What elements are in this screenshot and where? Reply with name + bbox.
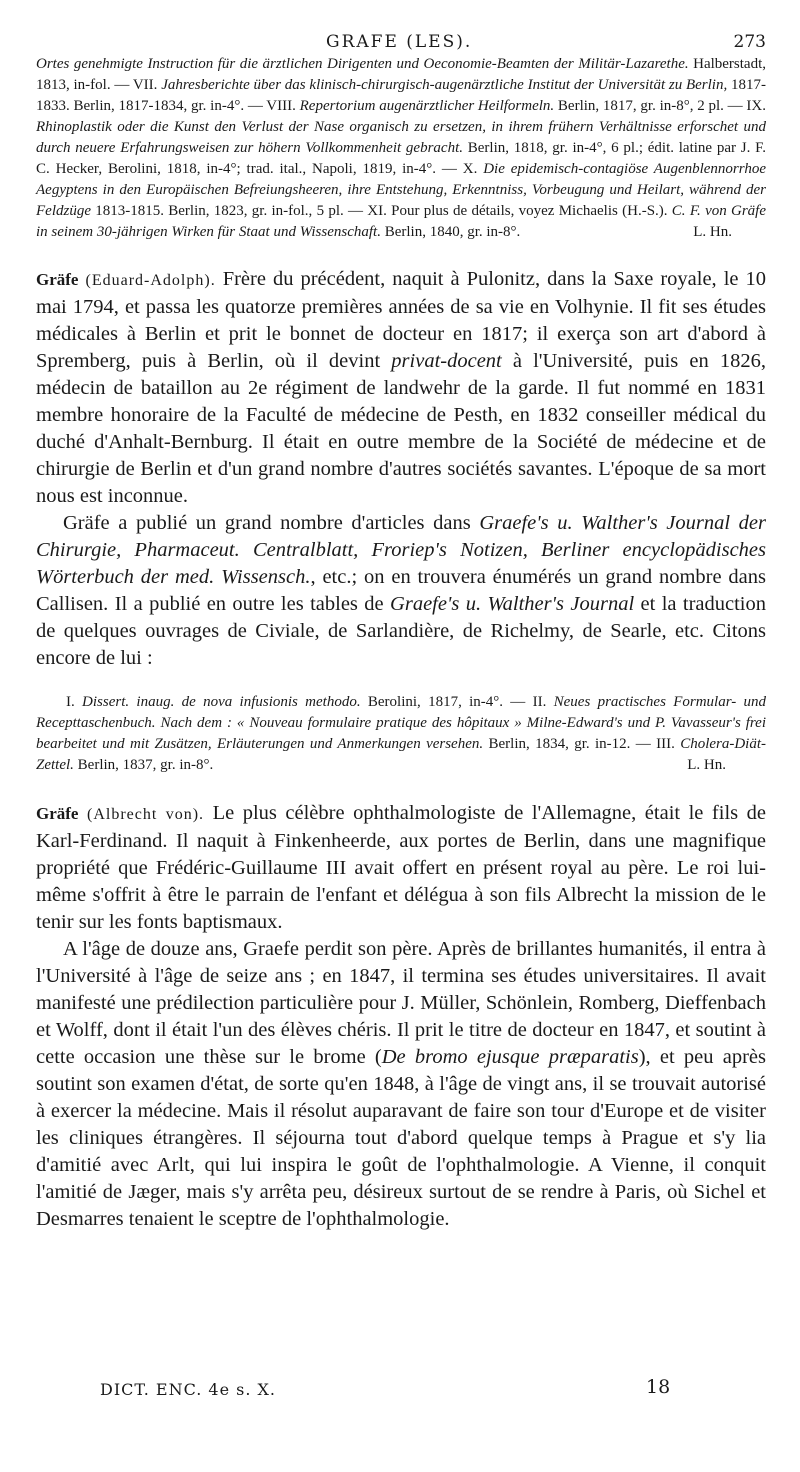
citation-text: I. bbox=[66, 694, 83, 710]
work-title: Ortes genehmigte Instruction für die ärztlichen Dirigenten und Oeconomie-Beamten der Militär-Lazarethe. bbox=[36, 56, 689, 72]
entry-text: à l'Université, puis en 1826, médecin de bataillon au 2e régiment de landwehr de la garde. Il fut nommé en 1831 membre honoraire de la Faculté de médecine de Pesth, en 1832 conseiller médical du duché d'Anhalt-Bernburg. Il était en outre membre de la Société de médecine et de chirurgie de Berlin et d'un grand nombre d'autres sociétés savantes. L'époque de sa mort nous est inconnue. bbox=[36, 350, 766, 507]
entry-headword: Gräfe bbox=[36, 804, 79, 823]
citation-text: Berlin, 1834, gr. in-12. — III. bbox=[483, 736, 681, 752]
work-title: Die epidemisch-contagiöse Augenblennorrhoe Aegyptens in den Europäischen Befreiungsheeren, ihre Entstehung, Erkenntniss, Vorbeugung und Heilart, während der Feldzüge bbox=[36, 161, 766, 219]
work-title: Dissert. inaug. de nova infusionis methodo. bbox=[82, 694, 361, 710]
bibliography-paragraph bbox=[36, 54, 766, 243]
bibliography-continued bbox=[36, 54, 766, 243]
entry-paragraph bbox=[36, 800, 766, 936]
signature-mark: DICT. ENC. 4e s. X. bbox=[100, 1380, 276, 1399]
work-title: C. F. von Gräfe in seinem 30-jährigen Wirken für Staat und Wissenschaft. bbox=[36, 203, 766, 240]
author-signature: L. Hn. bbox=[687, 757, 726, 773]
page-header bbox=[36, 14, 766, 54]
work-title: Neues practisches Formular- und Recepttaschenbuch. Nach dem : « Nouveau formulaire pratique des hôpitaux » Milne-Edward's und P. Vavasseur's frei bearbeitet und mit Zusätzen, Erläuterungen und Anmerkungen versehen. bbox=[36, 694, 767, 752]
entry-text: ), et peu après soutint son examen d'état, de sorte qu'en 1848, à l'âge de vingt ans, il se trouvait autorisé à exercer la médecine. Mais il résolut auparavant de faire son tour d'Europe et de visiter les cliniques étrangères. Il séjourna tout d'abord quelque temps à Prague et s'y lia d'amitié avec Arlt, qui lui inspira le goût de l'ophthalmologie. A Vienne, il conquit l'amitié de Jæger, mais s'y arrêta peu, désireux surtout de se rendre à Paris, où Sichel et Desmarres tenaient le sceptre de l'ophthalmologie. bbox=[36, 1046, 766, 1230]
bibliography-eduard-adolph bbox=[36, 692, 766, 776]
italic-term: privat-docent bbox=[391, 350, 502, 372]
citation-text: 1813-1815. Berlin, 1823, gr. in-fol., 5 pl. — XI. Pour plus de détails, voyez Michaelis (H.-S.). bbox=[90, 203, 672, 219]
entry-paragraph bbox=[36, 936, 766, 1233]
work-title: Jahresberichte über das klinisch-chirurgisch-augenärztliche Institut der Universität zu Berlin, bbox=[161, 77, 728, 93]
citation-text: Halberstadt, 1813, in-fol. — VII. bbox=[36, 56, 766, 93]
entry-text: A l'âge de douze ans, Graefe perdit son père. Après de brillantes humanités, il entra à l'Université à l'âge de seize ans ; en 1847, il termina ses études universitaires. Il avait manifesté une prédilection particulière pour J. Müller, Schönlein, Romberg, Dieffenbach et Wolff, dont il était l'un des élèves chéris. Il prit le titre de docteur en 1847, et soutint à cette occasion une thèse sur le brome ( bbox=[36, 938, 766, 1068]
citation-text: Berlin, 1837, gr. in-8°. bbox=[73, 757, 214, 773]
entry-text: et la traduction de quelques ouvrages de Civiale, de Sarlandière, de Richelmy, de Searle, etc. Citons encore de lui : bbox=[36, 593, 766, 669]
entry-eduard-adolph bbox=[36, 266, 766, 672]
work-title: Cholera-Diät-Zettel. bbox=[36, 736, 767, 773]
entry-paragraph bbox=[36, 510, 766, 672]
journal-title: Graefe's u. Walther's Journal bbox=[390, 593, 635, 615]
citation-text: Berolini, 1817, in-4°. — II. bbox=[360, 694, 554, 710]
entry-text: , etc.; on en trouvera énumérés un grand nombre dans Callisen. Il a publié en outre les tables de bbox=[36, 566, 766, 615]
entry-given-name: (Eduard-Adolph). bbox=[85, 272, 216, 289]
citation-text: 1817-1833. Berlin, 1817-1834, gr. in-4°. — VIII. bbox=[36, 77, 766, 114]
page-footer bbox=[36, 1376, 766, 1416]
journal-titles: Graefe's u. Walther's Journal der Chirurgie, Pharmaceut. Centralblatt, Froriep's Notizen, Berliner encyclopädisches Wörterbuch der med. Wissensch. bbox=[36, 512, 766, 588]
work-title: Rhinoplastik oder die Kunst den Verlust der Nase organisch zu ersetzen, in ihrem frühern Verhältnisse erforschet und durch neuere Erfahrungsweisen zur höhern Vollkommenheit gebracht. bbox=[36, 119, 766, 156]
entry-text: Le plus célèbre ophthalmologiste de l'Allemagne, était le fils de Karl-Ferdinand. Il naquit à Finkenheerde, aux portes de Berlin, dans une magnifique propriété que Frédéric-Guillaume III avait offert en présent royal au père. Le roi lui-même s'offrit à être le parrain de l'enfant et délégua à son fils Albrecht la mission de le tenir sur les fonts baptismaux. bbox=[36, 802, 766, 933]
document-page bbox=[36, 14, 766, 1454]
page-number: 273 bbox=[733, 32, 766, 52]
author-signature: L. Hn. bbox=[693, 224, 732, 240]
entry-text: Gräfe a publié un grand nombre d'articles dans bbox=[63, 512, 480, 534]
entry-given-name: (Albrecht von). bbox=[87, 806, 205, 823]
entry-text: Frère du précédent, naquit à Pulonitz, dans la Saxe royale, le 10 mai 1794, et passa les quatorze premières années de sa vie en Volhynie. Il fit ses études médicales à Berlin et prit le bonnet de docteur en 1817; il exerça son art d'abord à Spremberg, puis à Berlin, où il devint bbox=[36, 268, 766, 372]
bibliography-paragraph bbox=[36, 692, 766, 776]
running-title: GRAFE (LES). bbox=[326, 32, 473, 52]
work-title: Repertorium augenärztlicher Heilformeln. bbox=[299, 98, 555, 114]
thesis-title: De bromo ejusque præparatis bbox=[381, 1046, 639, 1068]
entry-headword: Gräfe bbox=[36, 270, 79, 289]
gathering-number: 18 bbox=[646, 1376, 671, 1398]
citation-text: Berlin, 1818, gr. in-4°, 6 pl.; édit. latine par J. F. C. Hecker, Berolini, 1818, in-4°; trad. ital., Napoli, 1819, in-4°. — X. bbox=[36, 140, 766, 177]
entry-albrecht-von bbox=[36, 800, 766, 1233]
citation-text: Berlin, 1817, gr. in-8°, 2 pl. — IX. bbox=[554, 98, 766, 114]
citation-text: Berlin, 1840, gr. in-8°. bbox=[380, 224, 521, 240]
entry-paragraph bbox=[36, 266, 766, 510]
